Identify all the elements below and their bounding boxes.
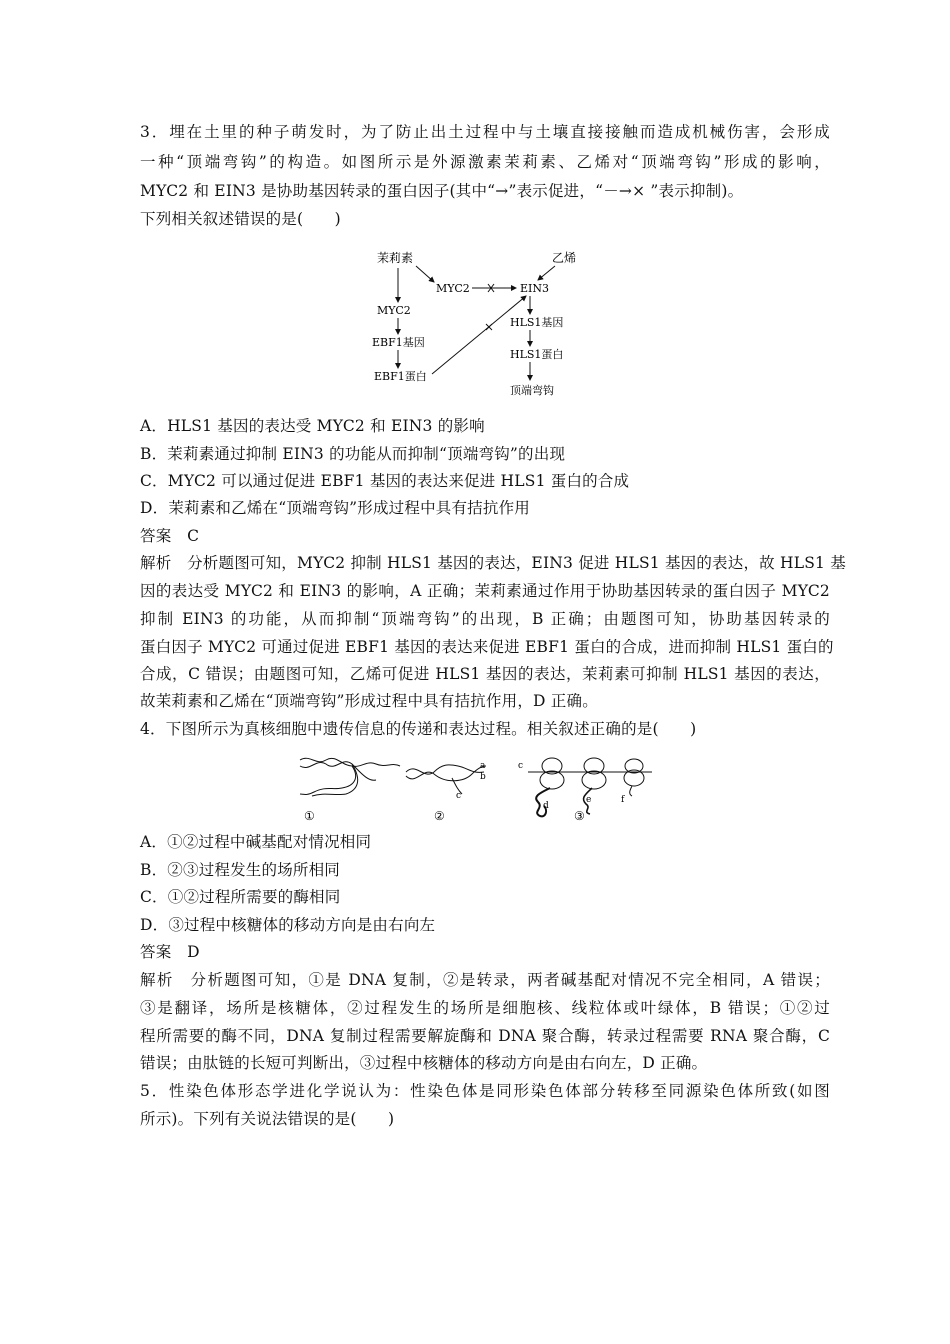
q3-option-a: A．HLS1 基因的表达受 MYC2 和 EIN3 的影响 (140, 417, 485, 435)
fig-label-e: e (586, 795, 592, 805)
q4-analysis-line-2: ③是翻译，场所是核糖体，②过程发生的场所是细胞核、线粒体或叶绿体，B 错误；①②过 (140, 999, 830, 1017)
q3-option-c: C．MYC2 可以通过促进 EBF1 基因的表达来促进 HLS1 蛋白的合成 (140, 472, 630, 490)
arrow-ebf1-inhibit-ein3 (432, 296, 526, 374)
q3-stem-line-2: 一种“顶端弯钩”的构造。如图所示是外源激素茉莉素、乙烯对“顶端弯钩”形成的影响， (140, 153, 830, 171)
fig-label-2: ② (434, 809, 445, 823)
q3-option-b: B．茉莉素通过抑制 EIN3 的功能从而抑制“顶端弯钩”的出现 (140, 445, 566, 463)
q3-stem-line-3: MYC2 和 EIN3 是协助基因转录的蛋白因子(其中“→”表示促进，“－→× ”表示抑制)。 (140, 182, 744, 200)
q5-stem-line-1: 5．性染色体形态学进化学说认为：性染色体是同形染色体部分转移至同源染色体所致(如图 (140, 1082, 830, 1100)
q3-answer: 答案 C (140, 527, 200, 545)
q4-analysis-line-4: 错误；由肽链的长短可判断出，③过程中核糖体的移动方向是由右向左，D 正确。 (140, 1054, 708, 1072)
fig-label-d: d (543, 801, 549, 811)
fig-label-1: ① (304, 809, 315, 823)
q4-option-b: B．②③过程发生的场所相同 (140, 861, 340, 879)
q4-option-a: A．①②过程中碱基配对情况相同 (140, 833, 372, 851)
q3-analysis-line-2: 因的表达受 MYC2 和 EIN3 的影响，A 正确；茉莉素通过作用于协助基因转录的蛋白因子 MYC2 (140, 582, 830, 600)
label-ebf1-gene: EBF1基因 (372, 336, 425, 349)
q5-stem-line-2: 所示)。下列有关说法错误的是( ) (140, 1110, 395, 1128)
fig-label-c3: c (518, 761, 524, 771)
fig-label-f: f (621, 795, 625, 805)
label-hls1-protein: HLS1蛋白 (510, 348, 564, 361)
q4-analysis-line-3: 程所需要的酶不同，DNA 复制过程需要解旋酶和 DNA 聚合酶，转录过程需要 RNA 聚合酶，C (140, 1027, 830, 1045)
label-jasmonate: 茉莉素 (377, 251, 414, 265)
q4-gene-expression-figure (296, 752, 656, 826)
q3-analysis-line-4: 蛋白因子 MYC2 可通过促进 EBF1 基因的表达来促进 EBF1 蛋白的合成，进而抑制 HLS1 蛋白的 (140, 638, 834, 656)
fig-label-b: b (480, 772, 486, 782)
label-ein3: EIN3 (520, 282, 549, 295)
q3-analysis-line-3: 抑制 EIN3 的功能，从而抑制“顶端弯钩”的出现，B 正确；由题图可知，协助基因转录的 (140, 610, 830, 628)
label-myc2-mid: MYC2 (436, 282, 470, 295)
label-ethylene: 乙烯 (552, 251, 577, 265)
q3-analysis-line-1: 解析 分析题图可知，MYC2 抑制 HLS1 基因的表达，EIN3 促进 HLS1 基因的表达，故 HLS1 基 (140, 554, 846, 572)
fig-label-a: a (480, 761, 486, 771)
q4-analysis-line-1: 解析 分析题图可知，①是 DNA 复制，②是转录，两者碱基配对情况不完全相同，A 错误； (140, 971, 830, 989)
q3-analysis-line-6: 故茉莉素和乙烯在“顶端弯钩”形成过程中具有拮抗作用，D 正确。 (140, 692, 598, 710)
fig-label-3: ③ (574, 809, 585, 823)
arrow-eth-to-ein3 (538, 266, 555, 280)
q3-analysis-line-5: 合成，C 错误；由题图可知，乙烯可促进 HLS1 基因的表达，茉莉素可抑制 HLS1 基因的表达， (140, 665, 830, 683)
arrow-jas-to-myc2-mid (416, 266, 434, 282)
label-ebf1-protein: EBF1蛋白 (374, 370, 427, 383)
label-myc2-left: MYC2 (377, 304, 411, 317)
label-top-hook: 顶端弯钩 (510, 384, 554, 397)
q4-stem: 4．下图所示为真核细胞中遗传信息的传递和表达过程。相关叙述正确的是( ) (140, 720, 697, 738)
q4-answer: 答案 D (140, 943, 200, 961)
q4-option-d: D．③过程中核糖体的移动方向是由右向左 (140, 916, 436, 934)
q3-stem-line-4: 下列相关叙述错误的是( ) (140, 210, 341, 228)
q4-option-c: C．①②过程所需要的酶相同 (140, 888, 341, 906)
fig-label-c2: c (456, 791, 462, 801)
q3-option-d: D．茉莉素和乙烯在“顶端弯钩”形成过程中具有拮抗作用 (140, 499, 530, 517)
q3-stem-line-1: 3．埋在土里的种子萌发时，为了防止出土过程中与土壤直接接触而造成机械伤害，会形成 (140, 123, 830, 141)
label-hls1-gene: HLS1基因 (510, 316, 564, 329)
q3-hormone-pathway-diagram (360, 244, 600, 404)
